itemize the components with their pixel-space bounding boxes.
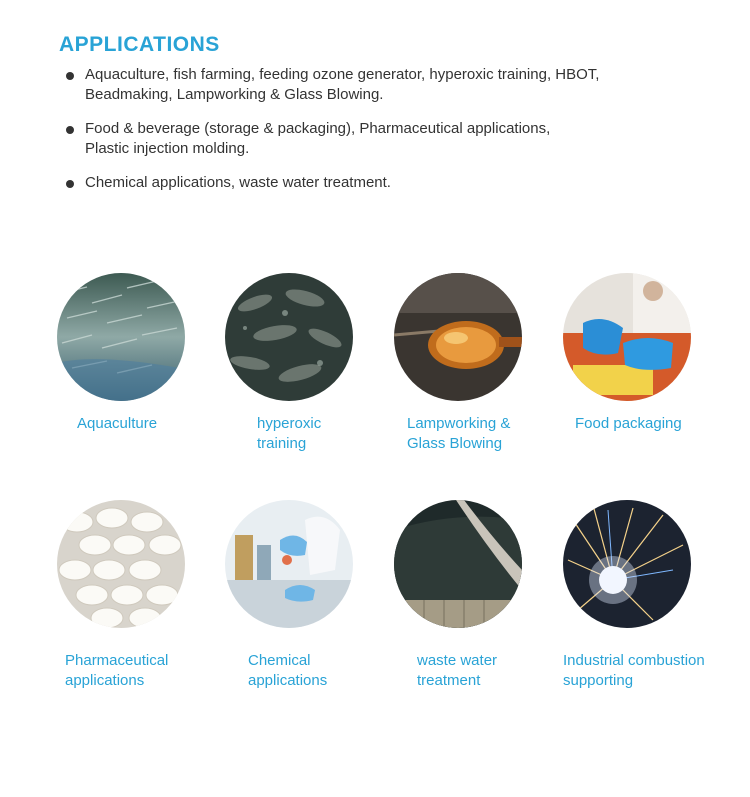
water-tank-photo bbox=[394, 500, 522, 628]
lab-photo bbox=[225, 500, 353, 628]
bullet-list bbox=[66, 65, 706, 207]
bullet-line: Plastic injection molding. bbox=[85, 140, 250, 157]
glass-bulb-photo bbox=[394, 273, 522, 401]
application-label: hyperoxic training bbox=[257, 415, 322, 452]
application-label: Pharmaceutical applications bbox=[65, 652, 169, 689]
application-label: Food packaging bbox=[575, 415, 682, 432]
bullet-icon bbox=[66, 72, 74, 80]
fish-school-photo bbox=[57, 273, 185, 401]
welding-sparks-photo bbox=[563, 500, 691, 628]
page-title: APPLICATIONS bbox=[59, 33, 220, 56]
application-label: waste water treatment bbox=[417, 652, 498, 689]
food-packaging-photo bbox=[563, 273, 691, 401]
pills-photo bbox=[57, 500, 185, 628]
bullet-item bbox=[66, 119, 706, 159]
bullet-line: Food & beverage (storage & packaging), Pharmaceutical applications, bbox=[85, 120, 551, 137]
bullet-line: Aquaculture, fish farming, feeding ozone generator, hyperoxic training, HBOT, bbox=[85, 66, 600, 83]
bullet-icon bbox=[66, 180, 74, 188]
bullet-line: Beadmaking, Lampworking & Glass Blowing. bbox=[85, 86, 384, 103]
bullet-item bbox=[66, 65, 706, 105]
application-label: Aquaculture bbox=[77, 415, 158, 432]
bullet-item bbox=[66, 173, 706, 193]
application-label: Industrial combustion supporting bbox=[563, 652, 705, 689]
bullet-icon bbox=[66, 126, 74, 134]
fish-pond-photo bbox=[225, 273, 353, 401]
bullet-line: Chemical applications, waste water treatment. bbox=[85, 174, 391, 191]
application-label: Lampworking & Glass Blowing bbox=[407, 415, 511, 452]
application-label: Chemical applications bbox=[248, 652, 328, 689]
